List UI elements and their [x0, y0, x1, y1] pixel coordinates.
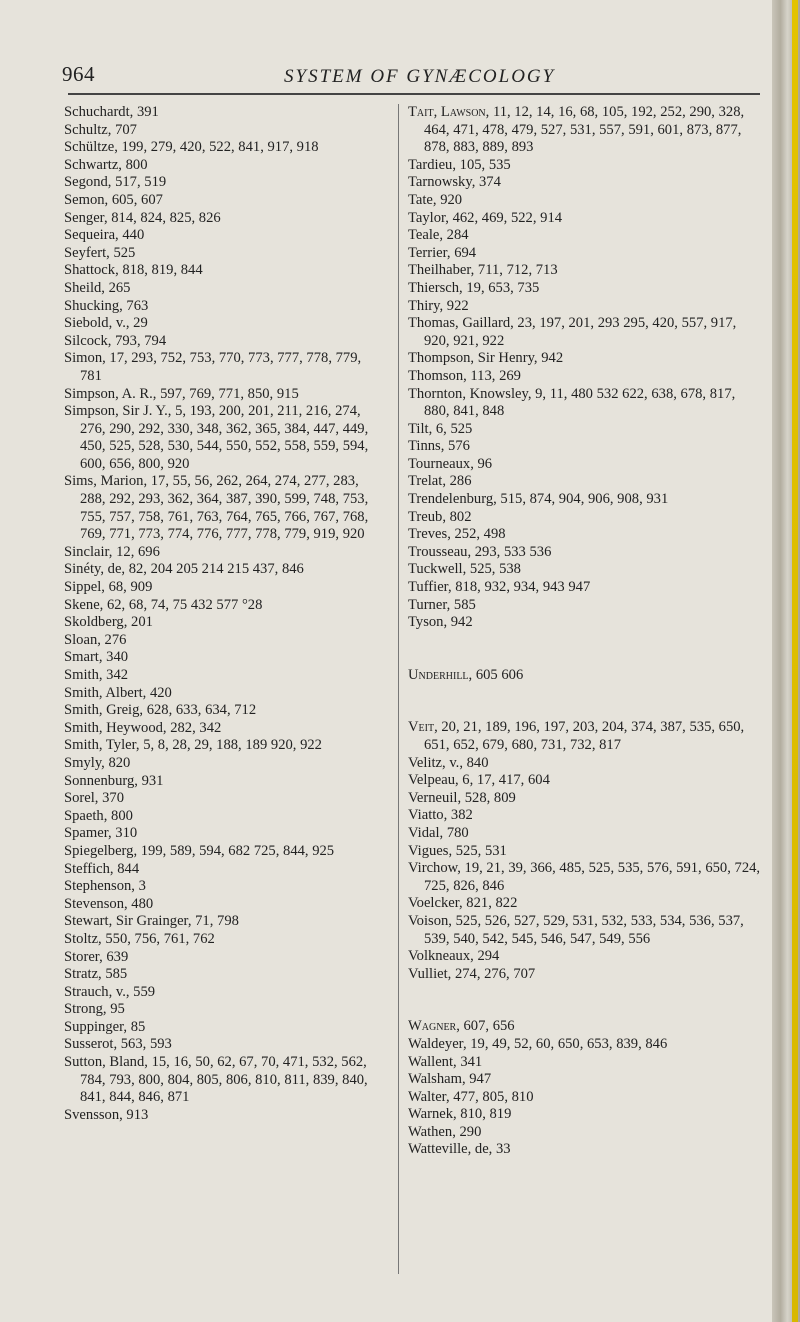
index-entry: Schültze, 199, 279, 420, 522, 841, 917, 918: [64, 139, 319, 156]
index-entry: Tate, 920: [408, 191, 463, 208]
index-entry: Simon, 17, 293, 752, 753, 770, 773, 777, 778, 779, 781: [64, 350, 362, 384]
index-entry: Thomson, 113, 269: [408, 367, 521, 384]
index-entry: Spamer, 310: [64, 825, 138, 842]
index-entry: Smith, 342: [64, 667, 129, 683]
index-entry: Spaeth, 800: [64, 807, 133, 824]
header-rule: [68, 93, 760, 95]
index-entry: Svensson, 913: [64, 1106, 149, 1123]
index-entry: Stevenson, 480: [64, 895, 154, 912]
index-entry: Trelat, 286: [408, 473, 472, 490]
index-entry: Tilt, 6, 525: [408, 420, 473, 437]
index-entry: Treub, 802: [408, 508, 472, 525]
index-entry: Stratz, 585: [64, 966, 128, 983]
index-entry: Simpson, Sir J. Y., 5, 193, 200, 201, 211, 216, 274, 276, 290, 292, 330, 348, 362, 365, 384, 447, 449, 450, 525, 528, 530, 544, 550, 552, 558, 559, 594, 600, 656, 800, 920: [64, 403, 369, 472]
index-entry: Vidal, 780: [408, 824, 469, 841]
section-gap: [408, 983, 764, 1018]
index-entry: Stephenson, 3: [64, 878, 146, 895]
index-entry: Teale, 284: [408, 227, 469, 244]
index-entry: Watteville, de, 33: [408, 1141, 511, 1158]
index-entry: Strong, 95: [64, 1001, 125, 1018]
index-entry: Sinclair, 12, 696: [64, 543, 160, 560]
index-entry: Stoltz, 550, 756, 761, 762: [64, 930, 215, 947]
index-entry: Tyson, 942: [408, 614, 473, 631]
index-entry: Tait, Lawson, 11, 12, 14, 16, 68, 105, 192, 252, 290, 328, 464, 471, 478, 479, 527, 531, 557, 591, 601, 873, 877, 878, 883, 889, 893: [408, 104, 745, 156]
index-entry: Smyly, 820: [64, 754, 131, 771]
gilt-edge: [792, 0, 798, 1322]
index-entry: Semon, 605, 607: [64, 191, 163, 208]
index-entry: Walsham, 947: [408, 1071, 492, 1088]
running-title: SYSTEM OF GYNÆCOLOGY: [284, 66, 556, 87]
index-entry: Shattock, 818, 819, 844: [64, 262, 203, 279]
index-entry: Wathen, 290: [408, 1123, 482, 1140]
page-number: 964: [62, 62, 95, 86]
index-entry: Trousseau, 293, 533 536: [408, 543, 552, 560]
index-entry: Wallent, 341: [408, 1053, 483, 1070]
index-entry: Smith, Albert, 420: [64, 684, 172, 701]
index-entry: Thompson, Sir Henry, 942: [408, 350, 564, 367]
section-gap: [408, 632, 764, 667]
index-entry: Smith, Heywood, 282, 342: [64, 719, 222, 736]
index-entry: Trendelenburg, 515, 874, 904, 906, 908, 931: [408, 491, 669, 508]
index-entry: Velitz, v., 840: [408, 754, 489, 771]
index-entry: Walter, 477, 805, 810: [408, 1088, 534, 1105]
index-entry: Tarnowsky, 374: [408, 174, 501, 191]
index-entry: Tuffier, 818, 932, 934, 943 947: [408, 579, 591, 596]
index-entry: Schuchardt, 391: [64, 104, 159, 120]
index-entry: Underhill, 605 606: [408, 666, 524, 683]
index-column-left: [64, 104, 379, 1124]
index-entry: Volkneaux, 294: [408, 948, 500, 965]
index-entry: Theilhaber, 711, 712, 713: [408, 262, 558, 279]
index-entry: Treves, 252, 498: [408, 526, 506, 543]
index-entry: Tuckwell, 525, 538: [408, 561, 521, 578]
index-section-t: [408, 104, 764, 632]
index-entry: Schultz, 707: [64, 121, 137, 138]
index-entry: Skoldberg, 201: [64, 614, 153, 631]
index-entry: Sorel, 370: [64, 790, 124, 807]
index-entry: Wagner, 607, 656: [408, 1018, 515, 1035]
index-entry: Suppinger, 85: [64, 1018, 146, 1035]
index-entry: Thiersch, 19, 653, 735: [408, 279, 540, 296]
index-entry: Thornton, Knowsley, 9, 11, 480 532 622, 638, 678, 817, 880, 841, 848: [408, 385, 736, 420]
index-entry: Susserot, 563, 593: [64, 1036, 172, 1053]
index-entry: Silcock, 793, 794: [64, 332, 167, 349]
index-entry: Sloan, 276: [64, 631, 127, 648]
index-section-v: [408, 719, 764, 983]
index-entry: Tourneaux, 96: [408, 455, 493, 472]
index-entry: Verneuil, 528, 809: [408, 789, 516, 806]
index-entry: Terrier, 694: [408, 244, 477, 261]
index-entry: Taylor, 462, 469, 522, 914: [408, 209, 563, 226]
index-entry: Vulliet, 274, 276, 707: [408, 965, 536, 982]
index-entry: Simpson, A. R., 597, 769, 771, 850, 915: [64, 385, 299, 402]
index-column-right: [408, 104, 764, 1159]
index-entry: Tardieu, 105, 535: [408, 156, 511, 173]
index-entry: Voelcker, 821, 822: [408, 895, 518, 912]
index-entry: Storer, 639: [64, 948, 129, 965]
index-entry: Siebold, v., 29: [64, 315, 148, 332]
index-entry: Sutton, Bland, 15, 16, 50, 62, 67, 70, 471, 532, 562, 784, 793, 800, 804, 805, 806, 810, 811, 839, 840, 841, 844, 846, 871: [64, 1054, 368, 1106]
index-entry: Schwartz, 800: [64, 156, 148, 173]
index-entry: Waldeyer, 19, 49, 52, 60, 650, 653, 839, 846: [408, 1035, 668, 1052]
index-entry: Smith, Greig, 628, 633, 634, 712: [64, 702, 257, 719]
index-section-w: [408, 1018, 764, 1159]
index-entry: Smith, Tyler, 5, 8, 28, 29, 188, 189 920, 922: [64, 737, 322, 754]
index-entry: Vigues, 525, 531: [408, 842, 507, 859]
index-entry: Sheild, 265: [64, 279, 131, 296]
index-entry: Sequeira, 440: [64, 227, 145, 244]
index-entry: Sonnenburg, 931: [64, 772, 164, 789]
index-entry: Tinns, 576: [408, 438, 470, 455]
index-entry: Thiry, 922: [408, 297, 469, 314]
index-entry: Viatto, 382: [408, 807, 473, 824]
index-entry: Smart, 340: [64, 649, 129, 666]
index-entry: Segond, 517, 519: [64, 174, 167, 191]
index-entry: Thomas, Gaillard, 23, 197, 201, 293 295, 420, 557, 917, 920, 921, 922: [408, 315, 737, 349]
index-entry: Veit, 20, 21, 189, 196, 197, 203, 204, 374, 387, 535, 650, 651, 652, 679, 680, 731, 732, 817: [408, 719, 745, 753]
index-entry: Seyfert, 525: [64, 244, 136, 261]
index-entry: Turner, 585: [408, 596, 476, 613]
index-entry: Voison, 525, 526, 527, 529, 531, 532, 533, 534, 536, 537, 539, 540, 542, 545, 546, 547, 549, 556: [408, 912, 744, 947]
page-header: [62, 62, 762, 92]
index-entry: Virchow, 19, 21, 39, 366, 485, 525, 535, 576, 591, 650, 724, 725, 826, 846: [408, 860, 761, 894]
column-divider: [398, 104, 399, 1274]
index-entry: Senger, 814, 824, 825, 826: [64, 209, 221, 226]
index-entry: Warnek, 810, 819: [408, 1106, 512, 1123]
index-entry: Steffich, 844: [64, 860, 140, 877]
index-entry: Stewart, Sir Grainger, 71, 798: [64, 913, 239, 930]
index-entry: Velpeau, 6, 17, 417, 604: [408, 772, 550, 789]
index-entry: Sinéty, de, 82, 204 205 214 215 437, 846: [64, 561, 304, 578]
section-gap: [408, 684, 764, 719]
index-entry: Shucking, 763: [64, 297, 149, 314]
index-section-u: [408, 667, 764, 685]
index-entry: Strauch, v., 559: [64, 983, 156, 1000]
index-entry: Spiegelberg, 199, 589, 594, 682 725, 844, 925: [64, 842, 335, 859]
index-entry: Sippel, 68, 909: [64, 579, 153, 596]
index-entry: Sims, Marion, 17, 55, 56, 262, 264, 274, 277, 283, 288, 292, 293, 362, 364, 387, 390, 599, 748, 753, 755, 757, 758, 761, 763, 764, 765, 766, 767, 768, 769, 771, 773, 774, 776, 777, 778, 779, 919, 920: [64, 473, 369, 543]
index-entry: Skene, 62, 68, 74, 75 432 577 °28: [64, 596, 263, 613]
